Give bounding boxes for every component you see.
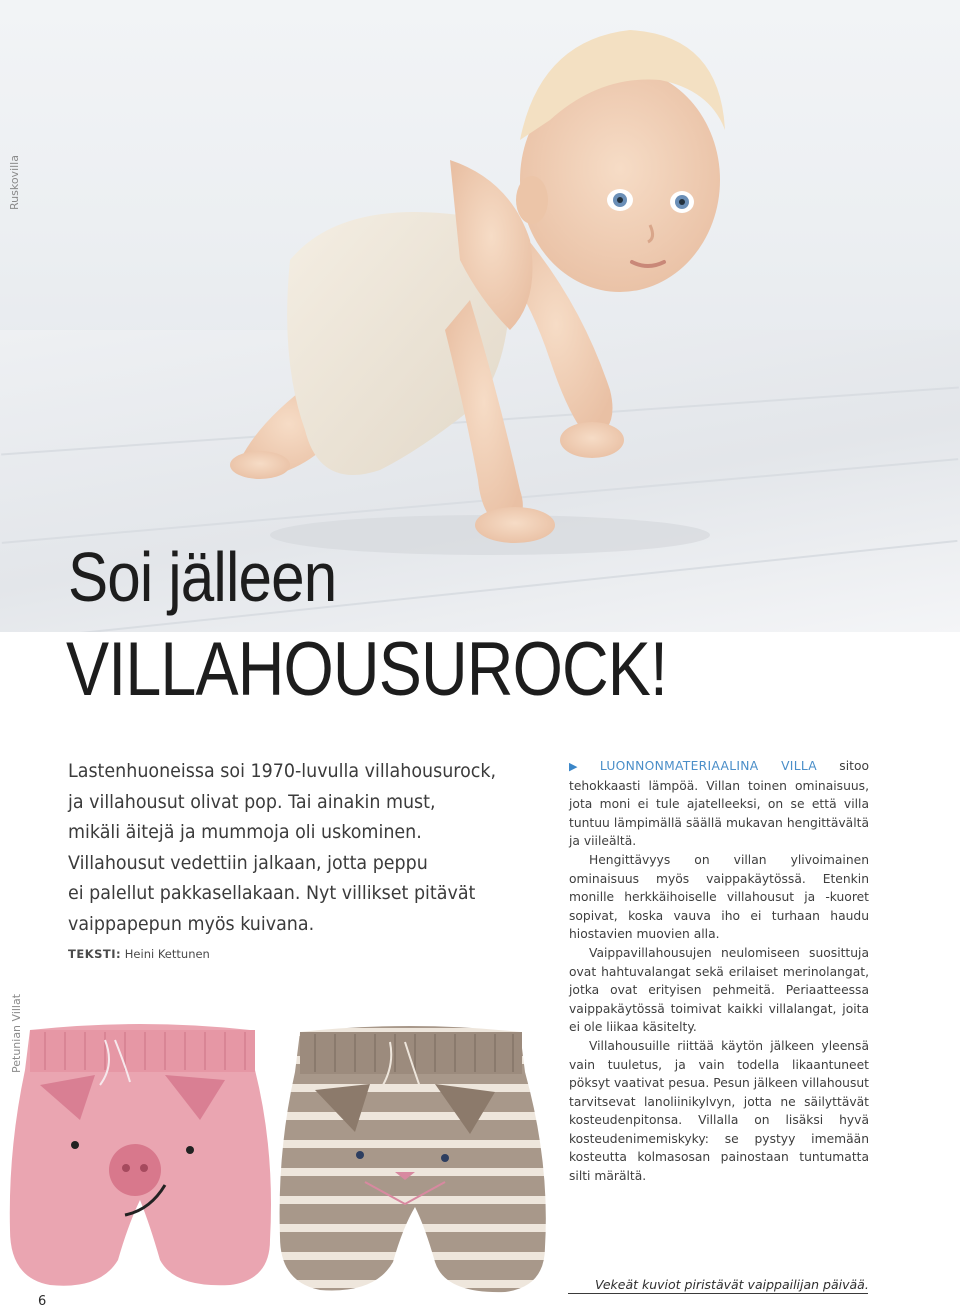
page-title-line-2: VILLAHOUSUROCK! (66, 627, 668, 712)
photo-credit-bottom: Petunian Villat (10, 993, 23, 1073)
body-column (569, 757, 869, 1186)
body-lead-in: LUONNONMATERIAALINA VILLA (599, 759, 818, 773)
bullet-arrow-icon: ▶ (569, 760, 596, 773)
baby-illustration (220, 0, 780, 560)
body-paragraph-1 (569, 757, 869, 851)
body-paragraph-3: Vaippavillahousujen neulomiseen suosittuja ovat hahtuvalangat sekä erilaiset merinolangat, jotka ovat erityisen pehmeitä. Periaatteessa vaippakäytössä toimivat kaikki villalangat, joita ei ole liikaa käsitelty. (569, 945, 869, 1035)
byline (68, 947, 210, 961)
image-caption: Vekeät kuviot piristävät vaippailijan päivää. (595, 1277, 869, 1292)
lead-paragraph: Lastenhuoneissa soi 1970-luvulla villahousurock, ja villahousut olivat pop. Tai ainakin must, mikäli äitejä ja mummoja oli uskominen. Villahousut vedettiin jalkaan, jotta peppu ei palellut pakkasellakaan. Nyt villikset pitävät vaippapepun myös kuivana. (68, 760, 497, 935)
page-number: 6 (38, 1294, 47, 1309)
body-paragraph-1-text: sitoo tehokkaasti lämpöä. Villan toinen ominaisuus, jota moni ei tule ajatelleeksi, on se että villa tuntuu lämpimällä säällä mukavan hengittävältä ja viileältä. (569, 759, 870, 849)
byline-label: TEKSTI: (68, 947, 122, 961)
body-paragraph-2: Hengittävyys on villan ylivoimainen ominaisuus myös vaippakäytössä. Etenkin monille herkkäihoiselle villahousut ja -kuoret sopivat, koska vauva iho ei turhaan haudu hiostavien muovien alla. (569, 852, 869, 942)
byline-author: Heini Kettunen (124, 947, 210, 961)
caption-divider (568, 1293, 868, 1294)
photo-credit-top: Ruskovilla (8, 155, 21, 210)
pig-knit-pants-photo (0, 1010, 280, 1295)
striped-knit-pants-photo (255, 1012, 560, 1297)
page-title-line-1: Soi jälleen (68, 538, 337, 616)
body-paragraph-4: Villahousuille riittää käytön jälkeen yleensä vain tuuletus, ja vain todella likaantuneet pöksyt vaativat pesua. Pesun jälkeen villahousut tarvitsevat lanoliinikylvyn, jotta ne säilyttävät kosteudenpitonsa. Villalla on lisäksi hyvä kosteudenimemiskyky: se pystyy imemään kosteutta kolmasosan painostaan tuntumatta silti märältä. (569, 1038, 869, 1184)
